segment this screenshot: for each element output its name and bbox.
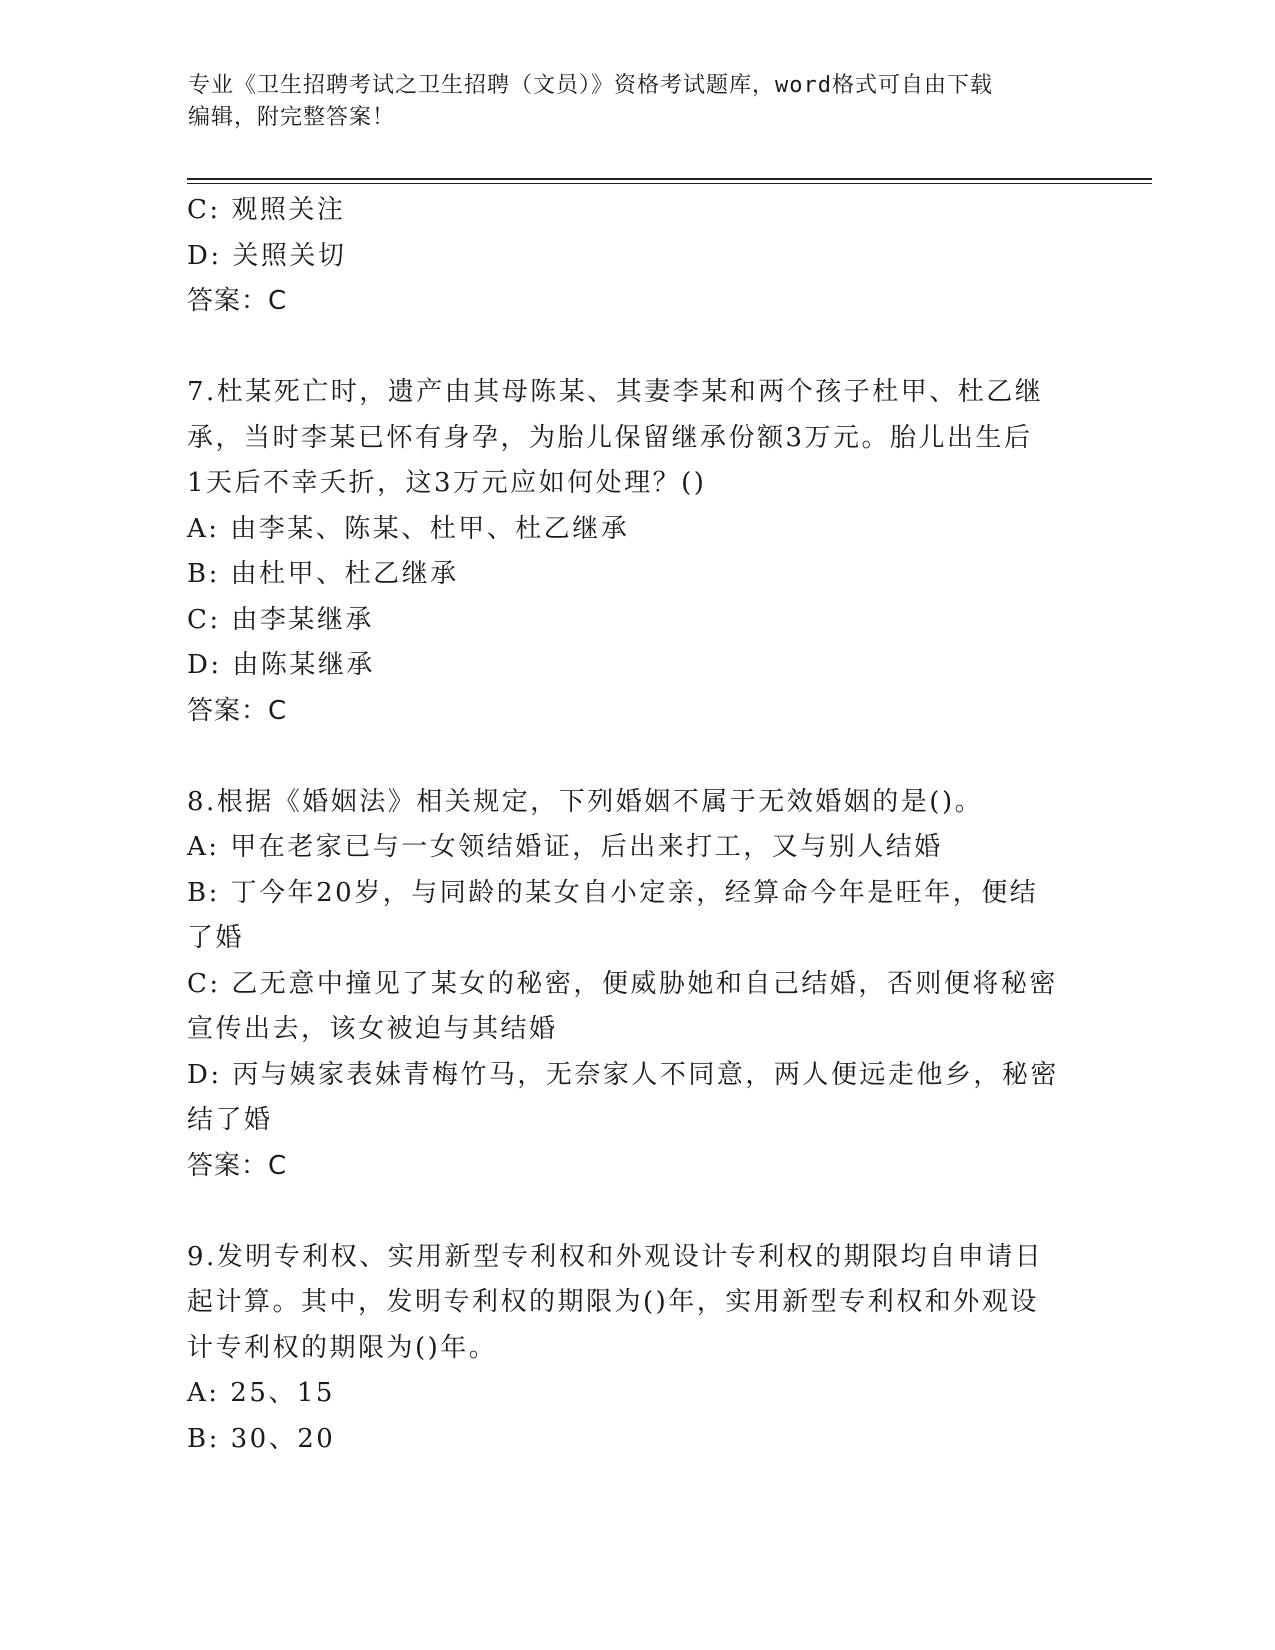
question-7-stem-line-2: 承，当时李某已怀有身孕，为胎儿保留继承份额3万元。胎儿出生后: [187, 422, 1033, 453]
document-header: [188, 70, 1068, 134]
header-line-1: 专业《卫生招聘考试之卫生招聘（文员）》资格考试题库，word格式可自由下载: [188, 73, 993, 98]
answer-label: 答案：C: [187, 286, 288, 316]
question-7-option-d: D: 由陈某继承: [187, 650, 375, 680]
option-c: C: 观照关注: [187, 195, 346, 225]
question-8-answer: 答案：C: [187, 1150, 288, 1181]
question-7-stem-line-1: 7.杜某死亡时，遗产由其母陈某、其妻李某和两个孩子杜甲、杜乙继: [187, 377, 1044, 407]
question-9-option-a: A: 25、15: [187, 1378, 335, 1408]
question-7-option-c: C: 由李某继承: [187, 604, 374, 635]
spacer: [187, 734, 1087, 780]
question-8-option-a: A: 甲在老家已与一女领结婚证，后出来打工，又与别人结婚: [187, 832, 943, 862]
question-7-option-a: A: 由李某、陈某、杜甲、杜乙继承: [187, 513, 630, 544]
question-9-stem-line-1: 9.发明专利权、实用新型专利权和外观设计专利权的期限均自申请日: [187, 1241, 1044, 1272]
question-7-answer: 答案：C: [187, 695, 288, 726]
question-8-option-d-line-1: D: 丙与姨家表妹青梅竹马，无奈家人不同意，两人便远走他乡，秘密: [187, 1059, 1059, 1090]
question-8-stem: 8.根据《婚姻法》相关规定，下列婚姻不属于无效婚姻的是()。: [187, 786, 984, 817]
question-8-option-c-line-2: 宣传出去，该女被迫与其结婚: [187, 1014, 558, 1044]
spacer: [187, 325, 1087, 371]
spacer: [187, 1189, 1087, 1235]
header-divider-thick: [187, 178, 1152, 180]
header-line-2: 编辑，附完整答案！: [188, 105, 396, 130]
question-8-option-b-line-2: 了婚: [187, 923, 245, 953]
question-7-option-b: B: 由杜甲、杜乙继承: [187, 559, 459, 589]
question-9-stem-line-2: 起计算。其中，发明专利权的期限为()年，实用新型专利权和外观设: [187, 1287, 1039, 1317]
question-8-option-b-line-1: B: 丁今年20岁，与同龄的某女自小定亲，经算命今年是旺年，便结: [187, 877, 1039, 908]
question-8-option-d-line-2: 结了婚: [187, 1105, 273, 1135]
question-9-stem-line-3: 计专利权的期限为()年。: [187, 1332, 498, 1363]
question-9-option-b: B: 30、20: [187, 1423, 336, 1454]
question-list: [187, 188, 1087, 1462]
question-8-option-c-line-1: C: 乙无意中撞见了某女的秘密，便威胁她和自己结婚，否则便将秘密: [187, 968, 1058, 999]
option-d: D: 关照关切: [187, 240, 347, 271]
header-divider-thin: [187, 183, 1152, 184]
question-7-stem-line-3: 1天后不幸夭折，这3万元应如何处理？(): [187, 468, 707, 498]
